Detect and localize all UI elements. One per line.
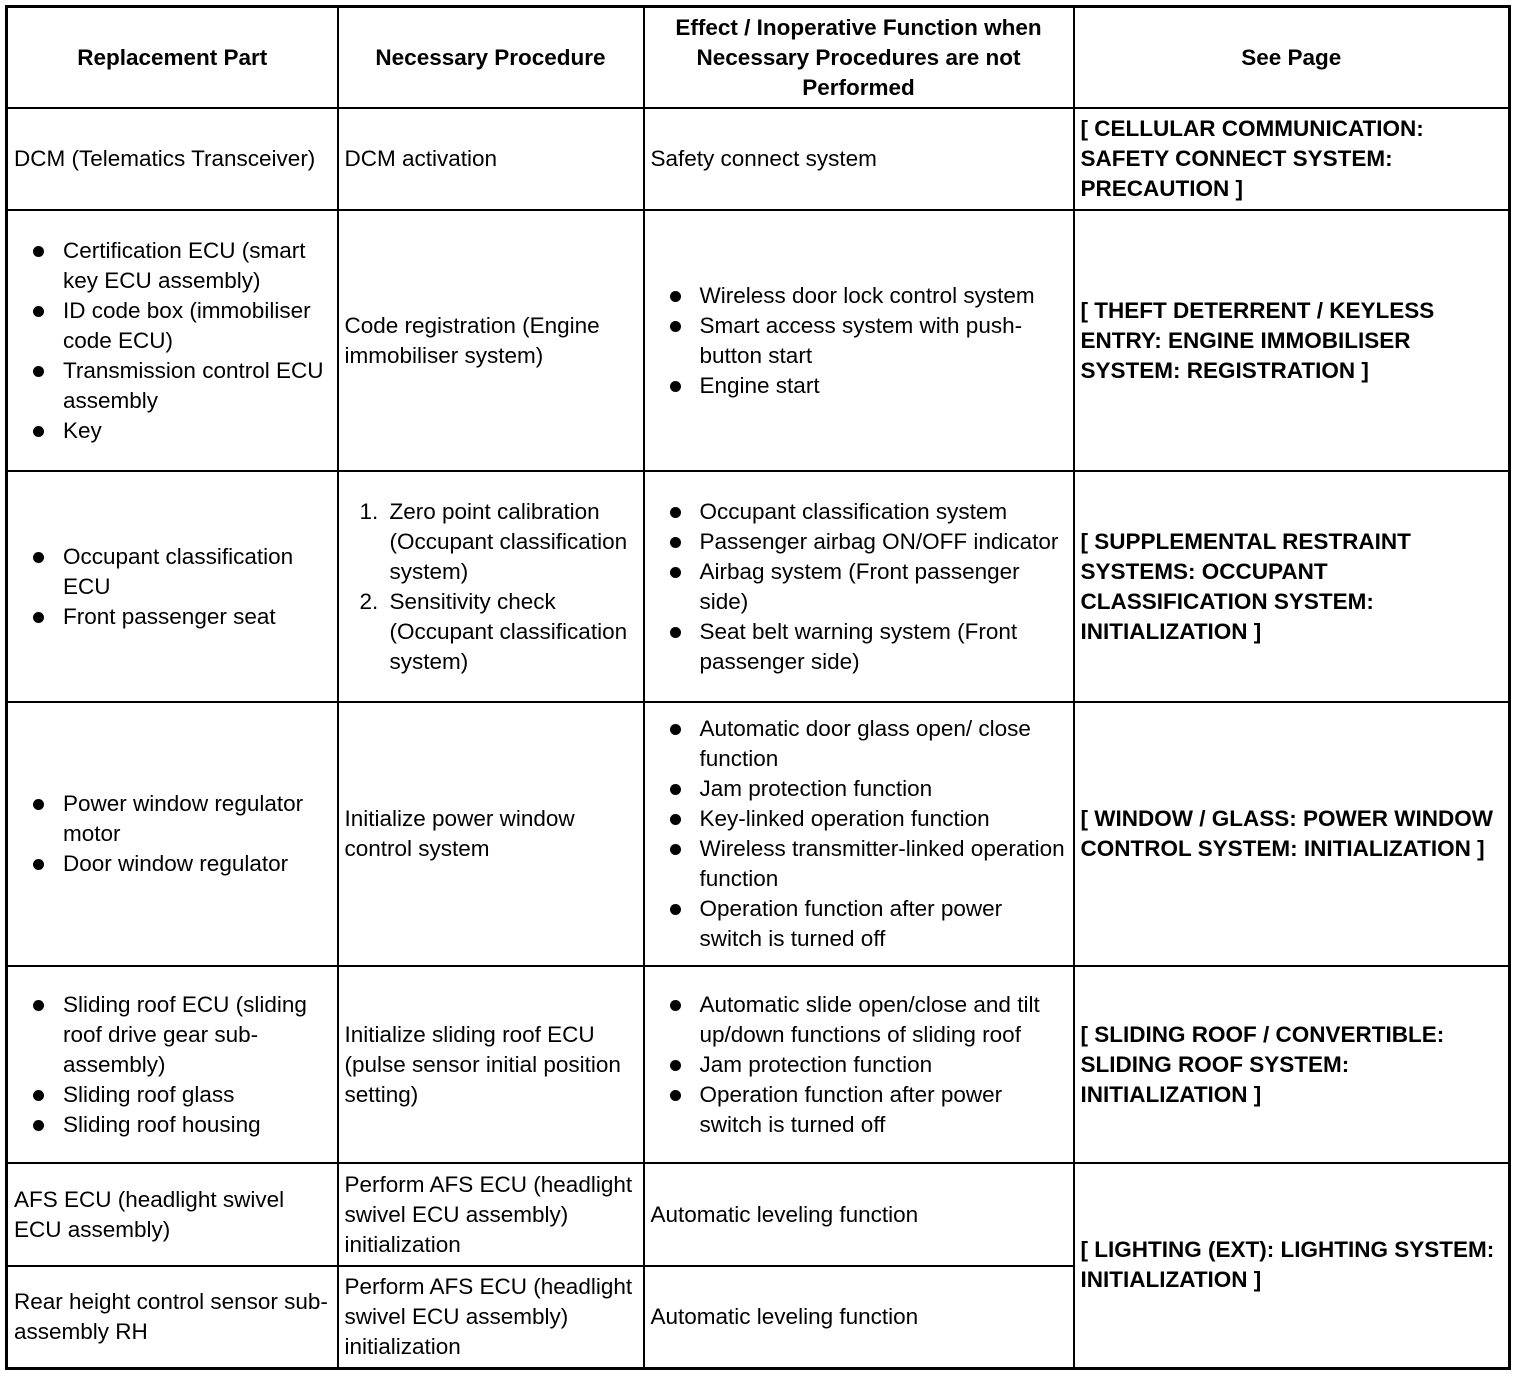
replacement-part-cell	[7, 702, 338, 966]
effect-cell	[644, 1266, 1074, 1368]
necessary-procedure-cell	[338, 108, 644, 210]
bullet-item: Operation function after power switch is turned off	[651, 894, 1067, 954]
item-number: 1.	[359, 498, 379, 524]
bullet-list	[651, 714, 1067, 954]
see-page-cell: [ THEFT DETERRENT / KEYLESS ENTRY: ENGINE IMMOBILISER SYSTEM: REGISTRATION ]	[1074, 210, 1510, 471]
bullet-item: Key	[14, 416, 331, 446]
cell-text: Initialize power window control system	[344, 806, 575, 861]
numbered-item	[347, 497, 637, 587]
bullet-item: Occupant classification system	[651, 497, 1067, 527]
replacement-part-cell	[7, 966, 338, 1163]
bullet-item: Power window regulator motor	[14, 789, 331, 849]
bullet-item: Door window regulator	[14, 849, 331, 879]
header-necessary-procedure: Necessary Procedure	[338, 7, 644, 109]
cell-text: Perform AFS ECU (headlight swivel ECU assembly) initialization	[344, 1171, 633, 1257]
table-row	[7, 966, 1510, 1163]
see-page-cell: [ SLIDING ROOF / CONVERTIBLE: SLIDING ROOF SYSTEM: INITIALIZATION ]	[1074, 966, 1510, 1163]
bullet-item: Wireless transmitter-linked operation function	[651, 834, 1067, 894]
cell-text: Automatic leveling function	[650, 1201, 919, 1227]
necessary-procedure-cell	[338, 702, 644, 966]
effect-cell	[644, 702, 1074, 966]
cell-text: Safety connect system	[650, 146, 877, 171]
replacement-part-cell	[7, 108, 338, 210]
bullet-item: ID code box (immobiliser code ECU)	[14, 296, 331, 356]
item-number: 2.	[359, 588, 379, 614]
cell-text: AFS ECU (headlight swivel ECU assembly)	[14, 1186, 285, 1242]
bullet-item: Sliding roof housing	[14, 1110, 331, 1140]
necessary-procedure-cell	[338, 966, 644, 1163]
table-row	[7, 471, 1510, 702]
replacement-part-cell	[7, 210, 338, 471]
bullet-item: Passenger airbag ON/OFF indicator	[651, 527, 1067, 557]
necessary-procedure-cell	[338, 1163, 644, 1266]
header-row	[7, 7, 1510, 109]
table-row	[7, 108, 1510, 210]
see-page-cell: [ CELLULAR COMMUNICATION: SAFETY CONNECT SYSTEM: PRECAUTION ]	[1074, 108, 1510, 210]
bullet-item: Front passenger seat	[14, 602, 331, 632]
necessary-procedure-cell	[338, 471, 644, 702]
bullet-item: Jam protection function	[651, 1050, 1067, 1080]
bullet-list	[14, 542, 331, 632]
bullet-item: Sliding roof glass	[14, 1080, 331, 1110]
bullet-item: Transmission control ECU assembly	[14, 356, 331, 416]
bullet-item: Automatic door glass open/ close function	[651, 714, 1067, 774]
bullet-list	[651, 990, 1067, 1140]
cell-text: DCM (Telematics Transceiver)	[14, 146, 316, 171]
bullet-item: Seat belt warning system (Front passenger side)	[651, 617, 1067, 677]
header-see-page: See Page	[1074, 7, 1510, 109]
table-row	[7, 1163, 1510, 1266]
effect-cell	[644, 108, 1074, 210]
effect-cell	[644, 1163, 1074, 1266]
bullet-list	[651, 281, 1067, 401]
effect-cell	[644, 210, 1074, 471]
bullet-item: Key-linked operation function	[651, 804, 1067, 834]
replacement-procedures-table	[5, 5, 1511, 1370]
bullet-list	[14, 990, 331, 1140]
bullet-item: Engine start	[651, 371, 1067, 401]
item-text: Sensitivity check (Occupant classification system)	[389, 588, 628, 674]
item-text: Zero point calibration (Occupant classification system)	[389, 498, 628, 584]
replacement-part-cell	[7, 471, 338, 702]
cell-text: Perform AFS ECU (headlight swivel ECU assembly) initialization	[344, 1273, 633, 1359]
effect-cell	[644, 966, 1074, 1163]
necessary-procedure-cell	[338, 1266, 644, 1368]
table-row	[7, 702, 1510, 966]
see-page-cell: [ WINDOW / GLASS: POWER WINDOW CONTROL SYSTEM: INITIALIZATION ]	[1074, 702, 1510, 966]
cell-text: Initialize sliding roof ECU (pulse sensor initial position setting)	[344, 1021, 621, 1107]
header-replacement-part: Replacement Part	[7, 7, 338, 109]
see-page-cell: [ SUPPLEMENTAL RESTRAINT SYSTEMS: OCCUPANT CLASSIFICATION SYSTEM: INITIALIZATION ]	[1074, 471, 1510, 702]
cell-text: Rear height control sensor sub-assembly RH	[14, 1288, 328, 1344]
table-row	[7, 210, 1510, 471]
replacement-part-cell	[7, 1163, 338, 1266]
effect-cell	[644, 471, 1074, 702]
bullet-list	[14, 236, 331, 446]
bullet-item: Wireless door lock control system	[651, 281, 1067, 311]
bullet-item: Certification ECU (smart key ECU assembly)	[14, 236, 331, 296]
bullet-item: Operation function after power switch is turned off	[651, 1080, 1067, 1140]
bullet-item: Sliding roof ECU (sliding roof drive gear sub-assembly)	[14, 990, 331, 1080]
numbered-item	[347, 587, 637, 677]
numbered-list	[347, 497, 637, 677]
see-page-cell: [ LIGHTING (EXT): LIGHTING SYSTEM: INITIALIZATION ]	[1074, 1163, 1510, 1368]
cell-text: DCM activation	[344, 146, 498, 171]
cell-text: Automatic leveling function	[650, 1303, 919, 1329]
bullet-item: Occupant classification ECU	[14, 542, 331, 602]
bullet-item: Automatic slide open/close and tilt up/down functions of sliding roof	[651, 990, 1067, 1050]
header-effect: Effect / Inoperative Function when Necessary Procedures are not Performed	[644, 7, 1074, 109]
bullet-item: Smart access system with push-button start	[651, 311, 1067, 371]
bullet-list	[14, 789, 331, 879]
bullet-item: Airbag system (Front passenger side)	[651, 557, 1067, 617]
cell-text: Code registration (Engine immobiliser system)	[344, 312, 600, 368]
bullet-item: Jam protection function	[651, 774, 1067, 804]
necessary-procedure-cell	[338, 210, 644, 471]
replacement-part-cell	[7, 1266, 338, 1368]
bullet-list	[651, 497, 1067, 677]
